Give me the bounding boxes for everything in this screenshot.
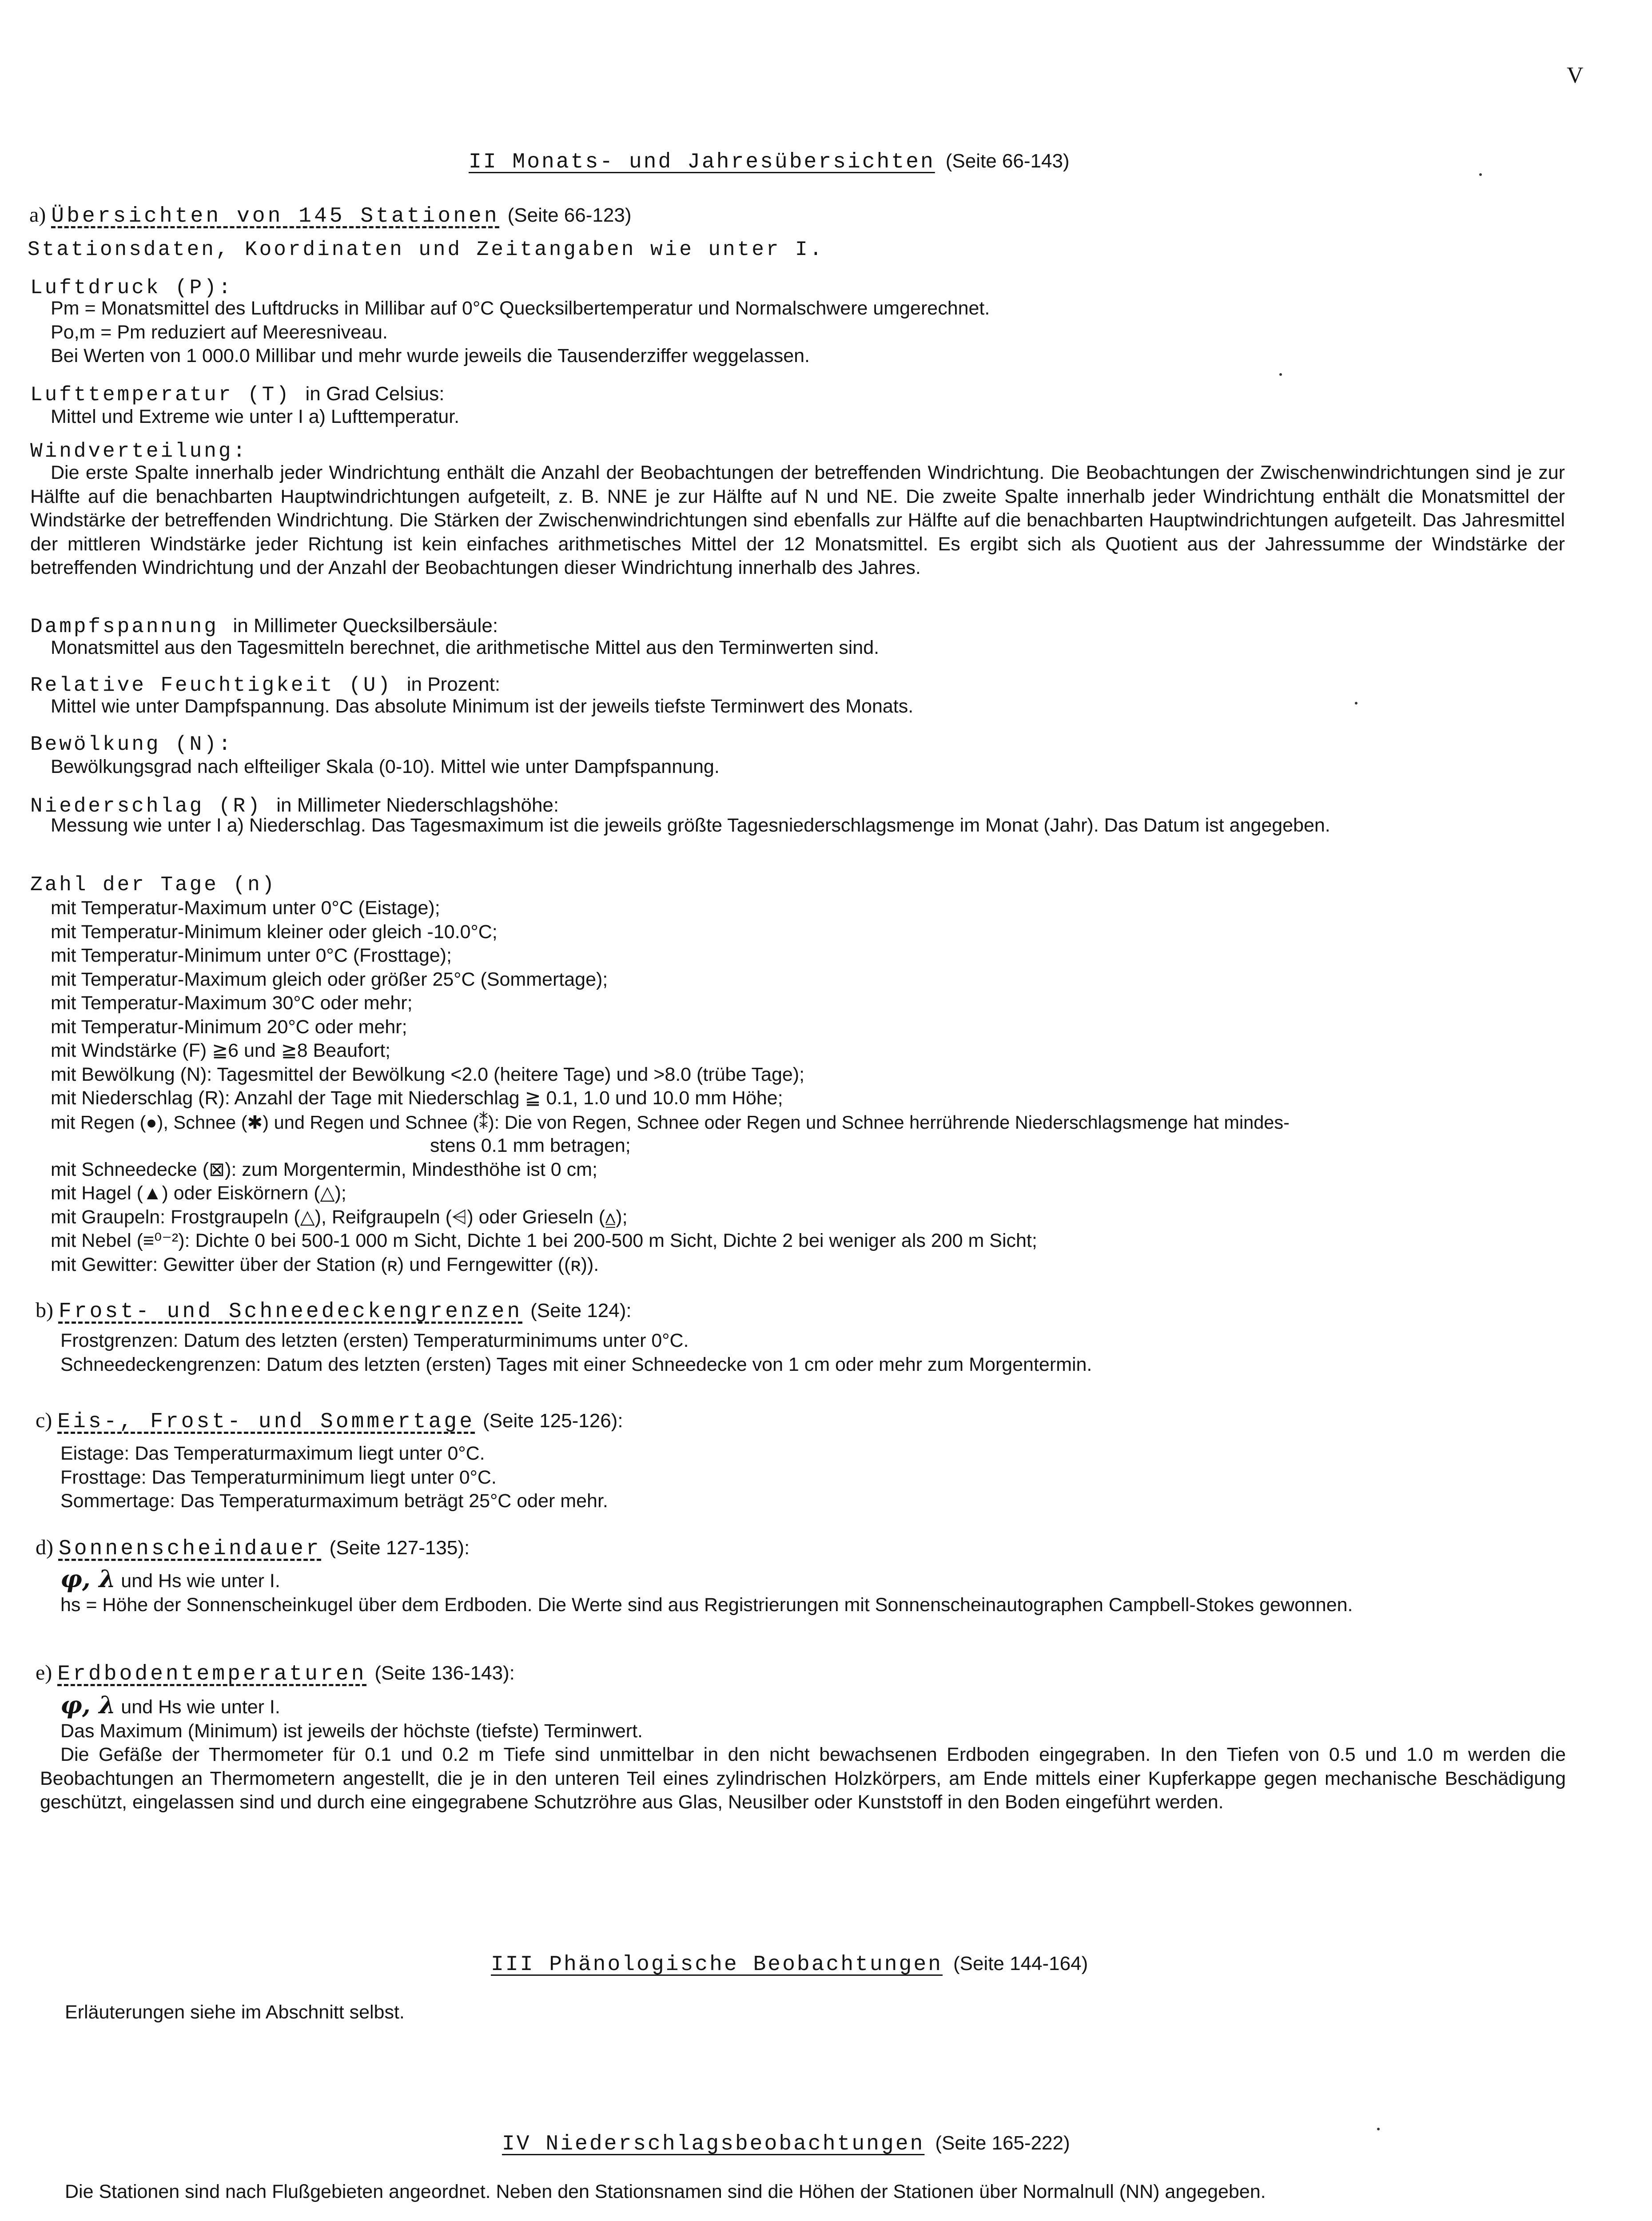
phi-lambda-symbols: φ, λ: [60, 1564, 116, 1593]
dampfspannung-line-1: Monatsmittel aus den Tagesmitteln berechnet, die arithmetische Mittel aus den Terminwerten sind.: [51, 637, 880, 658]
frostgrenzen-line: Frostgrenzen: Datum des letzten (ersten) Temperaturminimums unter 0°C.: [60, 1330, 689, 1351]
subsection-e-body: [40, 1693, 1566, 1815]
tage-line-eistage: mit Temperatur-Maximum unter 0°C (Eistage);: [51, 897, 440, 919]
lufttemperatur-heading-text: Lufttemperatur (T): [30, 383, 291, 406]
subsection-a-label: a): [29, 203, 46, 227]
tage-body: [30, 896, 1576, 1277]
subsection-c-body: [40, 1442, 1577, 1513]
tage-heading: Zahl der Tage (n): [30, 873, 277, 896]
luftdruck-line-2: Po,m = Pm reduziert auf Meeresniveau.: [51, 321, 388, 343]
niederschlag-body: [30, 814, 1565, 838]
dampfspannung-heading: [30, 615, 498, 638]
tage-line-wind: mit Windstärke (F) ≧6 und ≧8 Beaufort;: [51, 1040, 391, 1061]
feuchtigkeit-heading-text: Relative Feuchtigkeit (U): [30, 674, 393, 697]
section-iii-text: Erläuterungen siehe im Abschnitt selbst.: [65, 2002, 405, 2023]
niederschlag-heading-text: Niederschlag (R): [30, 795, 262, 818]
subsection-e-title: Erdbodentemperaturen: [57, 1662, 367, 1686]
scan-speck: [1355, 702, 1357, 705]
tage-line-frosttage: mit Temperatur-Minimum unter 0°C (Frosttage);: [51, 945, 452, 966]
erdboden-coord-line: [40, 1693, 1566, 1719]
niederschlag-text: Messung wie unter I a) Niederschlag. Das Tagesmaximum ist die jeweils größte Tagesniederschlagsmenge im Monat (Jahr). Das Datum ist angegeben.: [51, 815, 1330, 836]
subsection-d-page-ref: (Seite 127-135):: [329, 1537, 470, 1559]
section-iv-text: Die Stationen sind nach Flußgebieten angeordnet. Neben den Stationsnamen sind die Höhen der Stationen über Normalnull (NN) angegeben.: [65, 2181, 1266, 2202]
subsection-b-heading: [36, 1298, 632, 1324]
tage-line-nebel: mit Nebel (≡⁰⁻²): Dichte 0 bei 500-1 000 m Sicht, Dichte 1 bei 200-500 m Sicht, Dichte 2 bei weniger als 200 m Sicht;: [51, 1230, 1037, 1251]
section-iii-body: [65, 2001, 1575, 2025]
subsection-e-heading: [36, 1660, 515, 1686]
sonnenschein-coord-text: und Hs wie unter I.: [121, 1570, 280, 1592]
page-number: V: [1567, 63, 1584, 88]
tage-line-max30: mit Temperatur-Maximum 30°C oder mehr;: [51, 992, 413, 1014]
section-iv-title-text: IV Niederschlagsbeobachtungen: [502, 2132, 925, 2156]
subsection-d-body: [40, 1564, 1566, 1617]
sonnenschein-coord-line: [40, 1564, 1566, 1593]
erdboden-coord-text: und Hs wie unter I.: [121, 1696, 280, 1718]
windverteilung-heading: Windverteilung:: [30, 440, 248, 463]
tage-line-bewoelkung: mit Bewölkung (N): Tagesmittel der Bewölkung <2.0 (heitere Tage) und >8.0 (trübe Tage);: [51, 1063, 805, 1085]
dampfspannung-heading-tail: in Millimeter Quecksilbersäule:: [233, 615, 498, 637]
lufttemperatur-body: [30, 405, 1576, 429]
tage-line-schneedecke: mit Schneedecke (⊠): zum Morgentermin, Mindesthöhe ist 0 cm;: [51, 1158, 597, 1180]
subsection-c-label: c): [36, 1409, 52, 1432]
section-iv-body: [65, 2180, 1575, 2204]
luftdruck-body: [30, 297, 1576, 368]
subsection-e-page-ref: (Seite 136-143):: [374, 1662, 515, 1684]
section-ii-title: [469, 150, 1070, 174]
subsection-c-heading: [36, 1408, 623, 1434]
subsection-b-title: Frost- und Schneedeckengrenzen: [58, 1300, 523, 1324]
sonnenschein-text: hs = Höhe der Sonnenscheinkugel über dem Erdboden. Die Werte sind aus Registrierungen mit Sonnenscheinautographen Campbell-Stokes gewonnen.: [60, 1594, 1353, 1616]
dampfspannung-heading-text: Dampfspannung: [30, 615, 219, 638]
section-iii-title-text: III Phänologische Beobachtungen: [491, 1953, 943, 1977]
section-ii-title-text: II Monats- und Jahresübersichten: [469, 150, 935, 174]
phi-lambda-symbols: φ, λ: [60, 1691, 116, 1719]
subsection-a-heading: [29, 203, 631, 228]
eistage-line: Eistage: Das Temperaturmaximum liegt unter 0°C.: [60, 1443, 485, 1464]
subsection-a-page-ref: (Seite 66-123): [507, 204, 632, 226]
stationsdaten-line: [28, 238, 824, 261]
subsection-e-label: e): [36, 1661, 52, 1684]
section-iii-title: [491, 1953, 1088, 1977]
feuchtigkeit-body: [30, 695, 1576, 719]
subsection-d-title: Sonnenscheindauer: [58, 1537, 322, 1561]
subsection-c-title: Eis-, Frost- und Sommertage: [57, 1410, 475, 1434]
tage-line-minus10: mit Temperatur-Minimum kleiner oder gleich -10.0°C;: [51, 921, 498, 943]
niederschlag-heading-tail: in Millimeter Niederschlagshöhe:: [276, 794, 559, 816]
luftdruck-line-1: Pm = Monatsmittel des Luftdrucks in Millibar auf 0°C Quecksilbertemperatur und Normalschwere umgerechnet.: [51, 298, 990, 319]
luftdruck-heading: Luftdruck (P):: [30, 276, 233, 299]
tage-line-regen-schnee-cont: stens 0.1 mm betragen;: [430, 1135, 631, 1156]
feuchtigkeit-heading: [30, 673, 500, 697]
windverteilung-text: Die erste Spalte innerhalb jeder Windrichtung enthält die Anzahl der Beobachtungen der betreffenden Windrichtung. Die Beobachtungen der Zwischenwindrichtungen sind je zur Hälfte auf die benachbarten Hauptwindrichtungen aufgeteilt, z. B. NNE je zur Hälfte auf N und NE. Die zweite Spalte innerhalb jeder Windrichtung enthält die Monatsmittel der Windstärke der betreffenden Windrichtung. Die Stärken der Zwischenwindrichtungen sind ebenfalls zur Hälfte auf die benachbarten Hauptwindrichtungen aufgeteilt. Das Jahresmittel der mittleren Windstärke jeder Richtung ist kein einfaches arithmetisches Mittel der 12 Monatsmittel. Es ergibt sich als Quotient aus der Jahressumme der Windstärke der betreffenden Windrichtung und der Anzahl der Beobachtungen dieser Windrichtung innerhalb des Jahres.: [30, 462, 1565, 578]
erdboden-text: Die Gefäße der Thermometer für 0.1 und 0.2 m Tiefe sind unmittelbar in den nicht bewachsenen Erdboden eingegraben. In den Tiefen von 0.5 und 1.0 m werden die Beobachtungen an Thermometern angestellt, die je in den unteren Teil eines zylindrischen Holzkörpers, am Ende mittels einer Kupferkappe gegen mechanische Beschädigung geschützt, eingelassen sind und durch eine eingegrabene Schutzröhre aus Glas, Neusilber oder Kunststoff in den Boden eingeführt werden.: [40, 1744, 1566, 1813]
bewoelkung-body: [30, 755, 1576, 779]
tage-line-hagel: mit Hagel (▲) oder Eiskörnern (△);: [51, 1182, 346, 1204]
bewoelkung-heading: Bewölkung (N):: [30, 733, 233, 756]
lufttemperatur-heading-tail: in Grad Celsius:: [305, 383, 445, 405]
scan-speck: [1479, 173, 1482, 176]
subsection-d-label: d): [36, 1536, 53, 1559]
dampfspannung-body: [30, 636, 1576, 660]
schneedeckengrenzen-line: Schneedeckengrenzen: Datum des letzten (ersten) Tages mit einer Schneedecke von 1 cm oder mehr zum Morgentermin.: [60, 1353, 1092, 1375]
section-iv-title: [502, 2132, 1070, 2156]
stationsdaten-text: Stationsdaten, Koordinaten und Zeitangaben wie unter I.: [28, 238, 824, 261]
subsection-b-body: [40, 1329, 1577, 1377]
tage-line-regen-schnee: mit Regen (●), Schnee (✱) und Regen und Schnee (⁑): Die von Regen, Schnee oder Regen und Schnee herrührende Niederschlagsmenge hat mindes-: [51, 1111, 1290, 1133]
subsection-b-label: b): [36, 1298, 53, 1322]
luftdruck-line-3: Bei Werten von 1 000.0 Millibar und mehr wurde jeweils die Tausenderziffer weggelassen.: [51, 345, 810, 366]
subsection-b-page-ref: (Seite 124):: [530, 1300, 632, 1321]
erdboden-maximum-line: Das Maximum (Minimum) ist jeweils der höchste (tiefste) Terminwert.: [60, 1720, 643, 1742]
tage-line-gewitter: mit Gewitter: Gewitter über der Station (ʀ) und Ferngewitter ((ʀ)).: [51, 1254, 599, 1275]
frosttage-line: Frosttage: Das Temperaturminimum liegt unter 0°C.: [60, 1466, 497, 1488]
section-iii-page-ref: (Seite 144-164): [953, 1953, 1088, 1974]
section-iv-page-ref: (Seite 165-222): [935, 2132, 1070, 2154]
sommertage-line: Sommertage: Das Temperaturmaximum beträgt 25°C oder mehr.: [60, 1490, 608, 1512]
tage-line-sommertage: mit Temperatur-Maximum gleich oder größer 25°C (Sommertage);: [51, 968, 608, 990]
lufttemperatur-line-1: Mittel und Extreme wie unter I a) Lufttemperatur.: [51, 406, 460, 427]
bewoelkung-line-1: Bewölkungsgrad nach elfteiliger Skala (0-10). Mittel wie unter Dampfspannung.: [51, 756, 720, 777]
scan-speck: [1279, 373, 1282, 376]
tage-line-niederschlag: mit Niederschlag (R): Anzahl der Tage mit Niederschlag ≧ 0.1, 1.0 und 10.0 mm Höhe;: [51, 1087, 783, 1109]
lufttemperatur-heading: [30, 383, 445, 406]
subsection-d-heading: [36, 1535, 470, 1561]
scan-speck: [1377, 2128, 1380, 2130]
tage-line-graupeln: mit Graupeln: Frostgraupeln (△), Reifgraupeln (⩤) oder Grieseln (⩠);: [51, 1206, 628, 1228]
tage-line-min20: mit Temperatur-Minimum 20°C oder mehr;: [51, 1016, 407, 1038]
feuchtigkeit-line-1: Mittel wie unter Dampfspannung. Das absolute Minimum ist der jeweils tiefste Terminwert des Monats.: [51, 696, 914, 717]
subsection-c-page-ref: (Seite 125-126):: [483, 1410, 623, 1432]
windverteilung-body: [30, 461, 1565, 580]
section-ii-page-ref: (Seite 66-143): [945, 150, 1070, 172]
subsection-a-title: Übersichten von 145 Stationen: [51, 204, 500, 228]
feuchtigkeit-heading-tail: in Prozent:: [406, 673, 501, 695]
